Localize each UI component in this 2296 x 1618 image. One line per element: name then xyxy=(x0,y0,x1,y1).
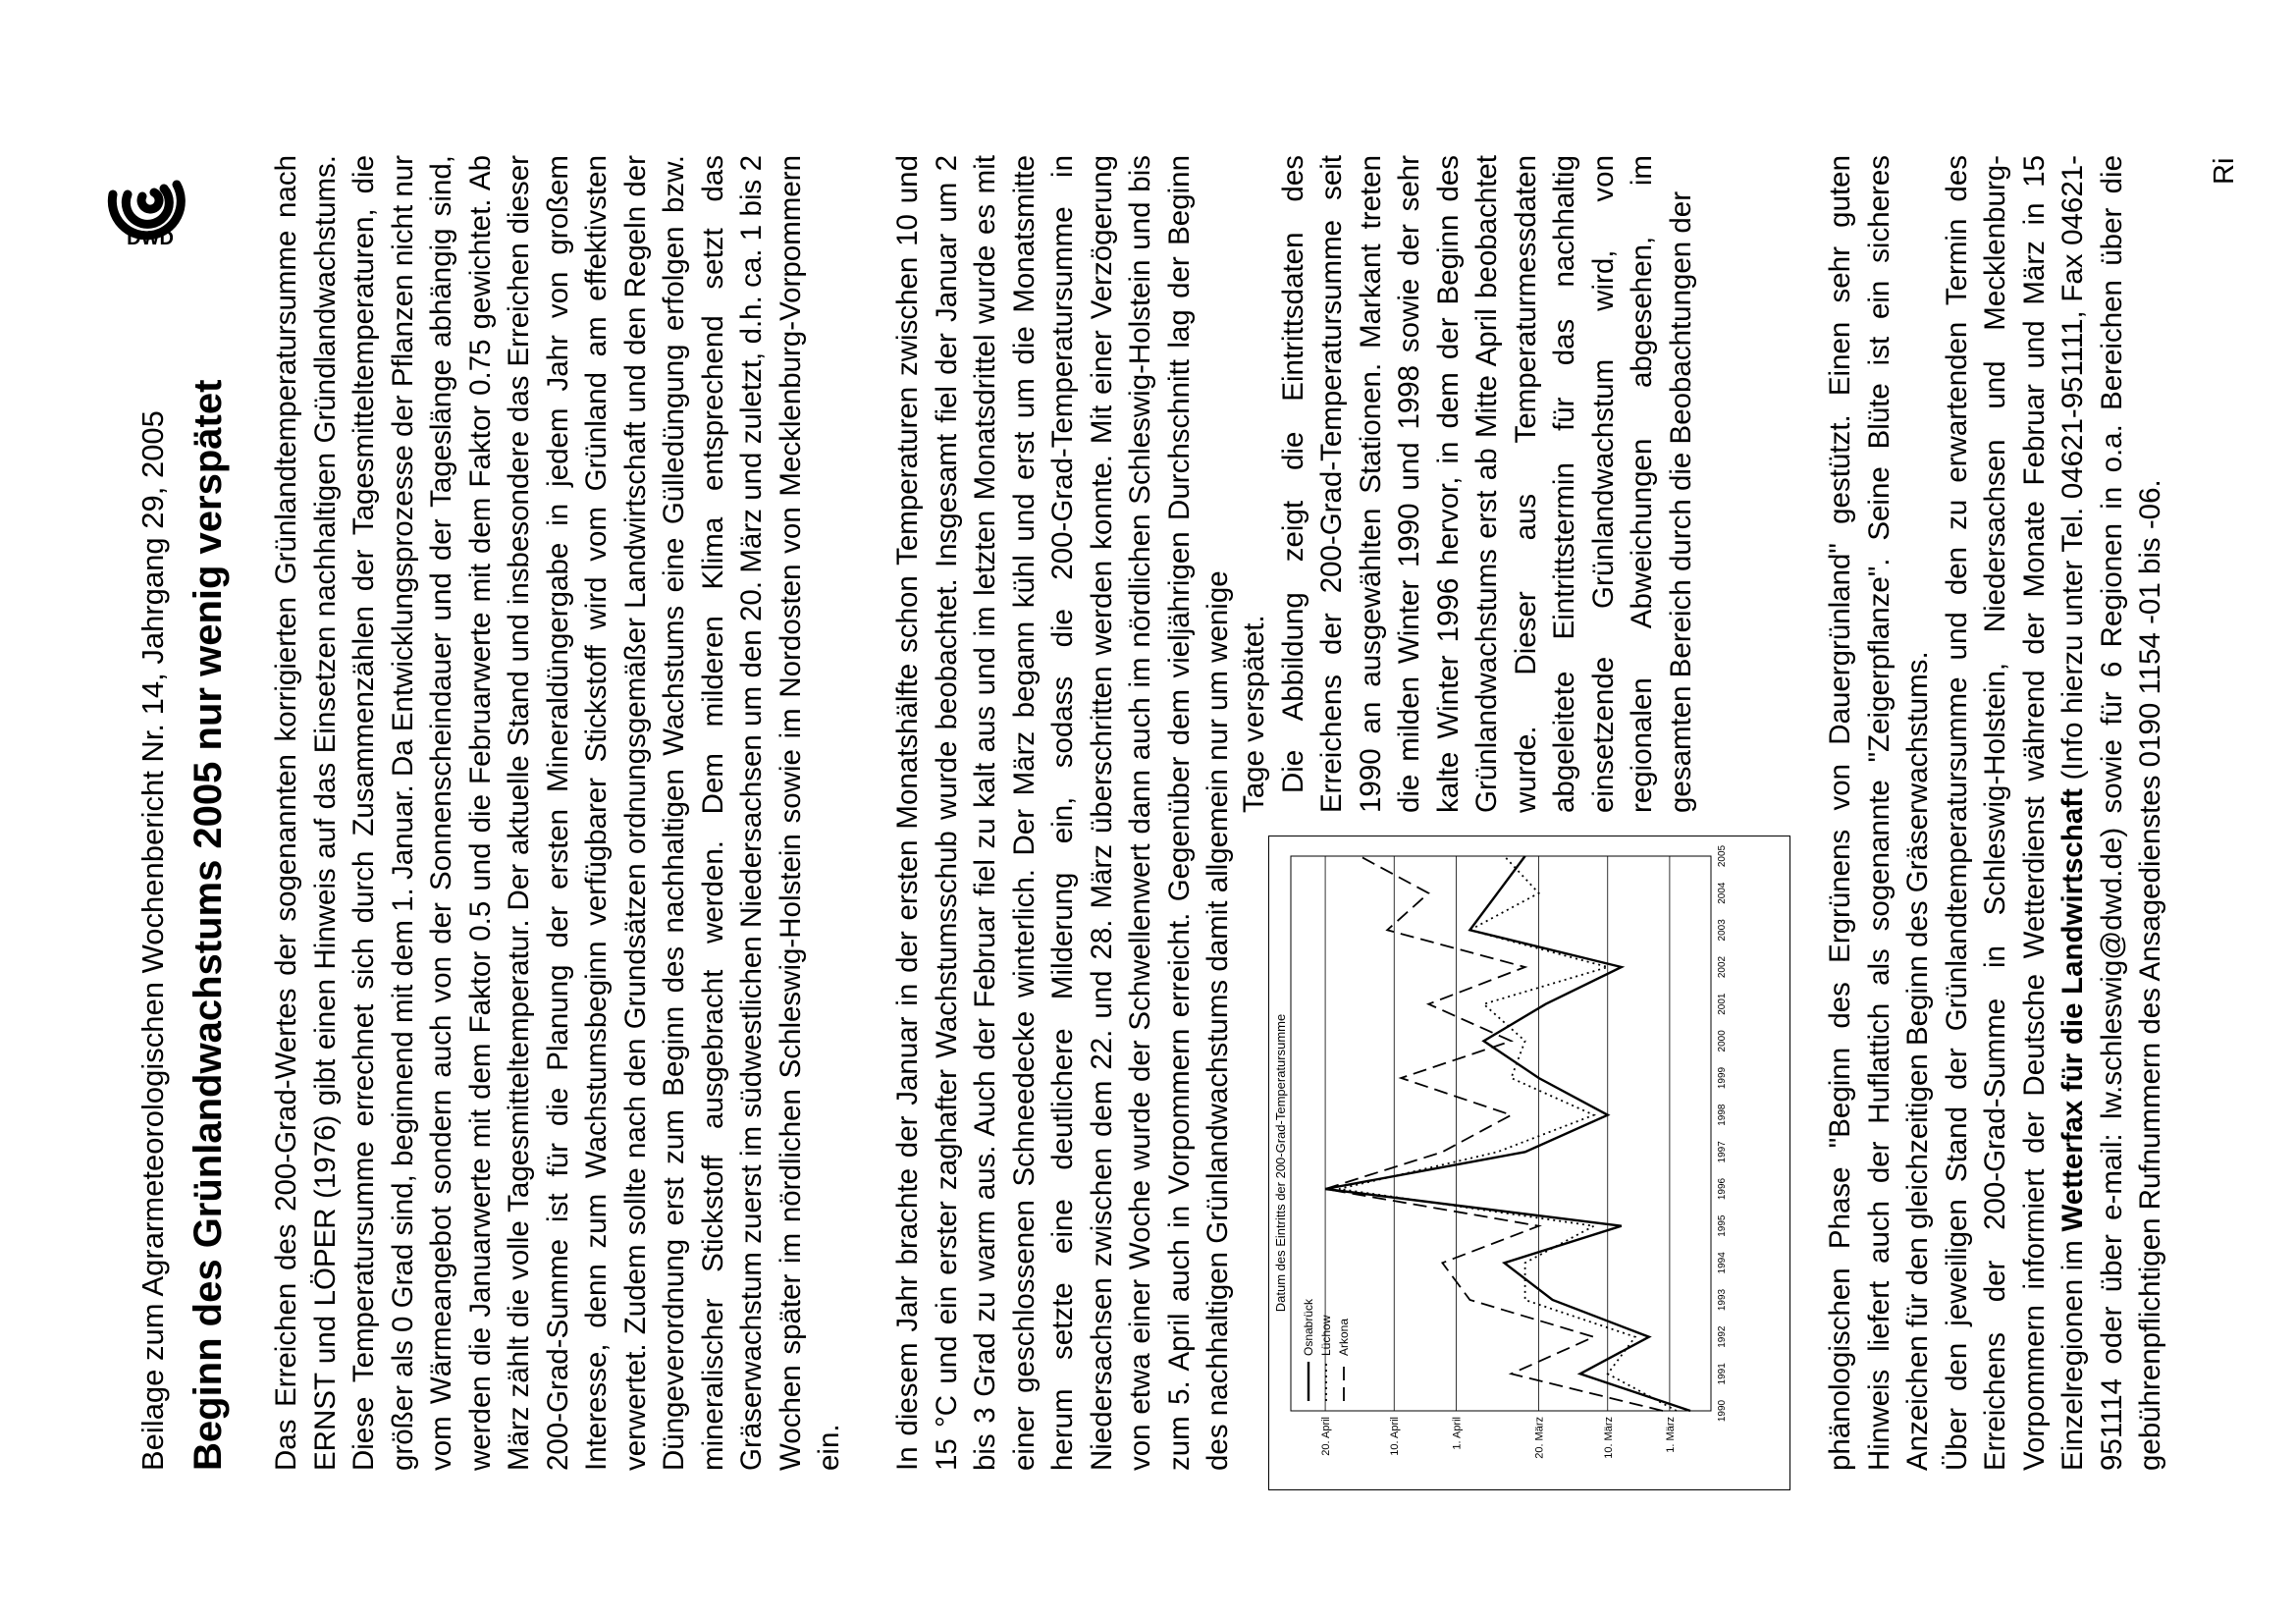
plot-area xyxy=(1291,856,1711,1411)
x-tick-label: 1997 xyxy=(1717,1141,1728,1163)
paragraph-1: Das Erreichen des 200-Grad-Wertes der sogenannten korrigierten Grünlandtemperatursumme nach ERNST und LÖPER (1976) gibt einen Hinweis auf das Einsetzen nachhaltigen Gründlandwachstums. Diese Temperatursumme errechnet sich durch Zusammenzählen der Tagesmitteltemperaturen, die größer als 0 Grad sind, beginnend mit dem 1. Januar. Da Entwicklungsprozesse der Pflanzen nicht nur vom Wärmeangebot sondern auch von der Sonnenscheindauer und der Tageslänge abhängig sind, werden die Januarwerte mit dem Faktor 0.5 und die Februarwerte mit dem Faktor 0.75 gewichtet. Ab März zählt die volle Tagesmitteltemperatur. Der aktuelle Stand und insbesondere das Erreichen dieser 200-Grad-Summe ist für die Planung der ersten Mineraldüngergabe in jedem Jahr von großem Interesse, denn zum Wachstumsbeginn verfügbarer Stickstoff wird vom Grünland am effektivsten verwertet. Zudem sollte nach den Grundsätzen ordnungsgemäßer Landwirtschaft und den Regeln der Düngeverordnung erst zum Beginn des nachhaltigen Wachstums eine Gülledüngung erfolgen bzw. mineralischer Stickstoff ausgebracht werden. Dem milderen Klima entsprechend setzt das Gräserwachstum zuerst im südwestlichen Niedersachsen um den 20. März und zuletzt, d.h. ca. 1 bis 2 Wochen später im nördlichen Schleswig-Holstein sowie im Nordosten von Mecklenburg-Vorpommern ein. xyxy=(270,155,845,1471)
y-tick-label: 20. März xyxy=(1533,1417,1546,1459)
article-title: Beginn des Grünlandwachstums 2005 nur wenig verspätet xyxy=(187,379,230,1471)
y-tick-label: 1. März xyxy=(1664,1417,1677,1453)
x-tick-label: 1992 xyxy=(1717,1325,1728,1348)
x-tick-label: 1999 xyxy=(1717,1066,1728,1090)
header-line: Beilage zum Agrarmeteorologischen Wochenbericht Nr. 14, Jahrgang 29, 2005 xyxy=(135,410,170,1471)
lower-paragraphs xyxy=(1821,155,2170,1471)
x-tick-label: 1998 xyxy=(1717,1104,1728,1126)
wetterfax-bold: Wetterfax für die Landwirtschaft xyxy=(2056,788,2089,1232)
x-tick-label: 1996 xyxy=(1717,1177,1728,1201)
x-tick-label: 2001 xyxy=(1717,993,1728,1015)
paragraph-4 xyxy=(1938,155,2170,1471)
x-tick-label: 1991 xyxy=(1717,1363,1728,1385)
x-tick-label: 2005 xyxy=(1717,844,1728,868)
line-chart xyxy=(1269,836,1789,1489)
x-tick-label: 2002 xyxy=(1717,955,1728,979)
y-tick-label: 10. März xyxy=(1602,1417,1615,1459)
figure-description: Die Abbildung zeigt die Eintrittsdaten des Erreichens der 200-Grad-Temperatursumme seit 1990 an ausgewählten Stationen. Markant treten die milden Winter 1990 und 1998 sowie der sehr kalte Winter 1996 hervor, in dem der Beginn des Grünlandwachstums erst ab Mitte April beobachtet wurde. Dieser aus Temperaturmessdaten abgeleitete Eintrittstermin für das nachhaltig einsetzende Grünlandwachstum wird, von regionalen Abweichungen abgesehen, im gesamten Bereich durch die Beobachtungen der xyxy=(1276,155,1697,813)
author-signature: Ri xyxy=(2209,157,2240,185)
right-column xyxy=(1235,155,1700,813)
dwd-logo xyxy=(103,170,196,253)
legend-label: Lüchow xyxy=(1319,1315,1333,1356)
x-tick-label: 1993 xyxy=(1717,1288,1728,1312)
chart-frame xyxy=(1268,836,1790,1490)
y-tick-label: 20. April xyxy=(1320,1417,1333,1456)
paragraph-2: In diesem Jahr brachte der Januar in der ersten Monatshälfte schon Temperaturen zwischen 10 und 15 °C und ein erster zaghafter Wachstumsschub wurde beobachtet. Insgesamt fiel der Januar um 2 bis 3 Grad zu warm aus. Auch der Februar fiel zu kalt aus und im letzten Monatsdrittel wurde es mit einer geschlossenen Schneedecke winterlich. Der März begann kühl und erst um die Monatsmitte herum setzte eine deutlichere Milderung ein, sodass die 200-Grad-Temperatursumme in Niedersachsen zwischen dem 22. und 28. März überschritten werden konnte. Mit einer Verzögerung von etwa einer Woche wurde der Schwellenwert dann auch im nördlichen Schleswig-Holstein und bis zum 5. April auch in Vorpommern erreicht. Gegenüber dem vieljährigen Durchschnitt lag der Beginn des nachhaltigen Grünlandwachstums damit allgemein nur um wenige xyxy=(891,155,1234,1471)
x-tick-label: 2000 xyxy=(1717,1030,1728,1052)
y-tick-label: 10. April xyxy=(1389,1417,1402,1456)
x-tick-label: 1995 xyxy=(1717,1214,1728,1237)
legend-label: Arkona xyxy=(1337,1318,1351,1356)
x-tick-label: 1994 xyxy=(1717,1252,1728,1274)
legend-label: Osnabrück xyxy=(1302,1298,1315,1356)
chart-title: Datum des Eintritts der 200-Grad-Temperatursumme xyxy=(1273,1013,1288,1313)
x-tick-label: 2004 xyxy=(1717,882,1728,904)
paragraph-4-text-cont: (Info hierzu unter Tel. 04621-951111, Fax 04621-951114 oder über e-mail: lw.schleswig@dwd.de) sowie für 6 Regionen in o.a. Bereichen über die gebührenpflichtigen Rufnummern des Ansagedienstes 0190 1154 -01 bis -06. xyxy=(2056,155,2166,1471)
dwd-logo-text: DWD xyxy=(127,228,174,249)
y-tick-label: 1. April xyxy=(1451,1417,1464,1450)
x-tick-label: 1990 xyxy=(1717,1399,1728,1423)
paragraph-3: phänologischen Phase "Beginn des Ergrünens von Dauergrünland" gestützt. Einen sehr guten Hinweis liefert auch der Huflattich als sogenannte "Zeigerpflanze". Seine Blüte ist ein sicheres Anzeichen für den gleichzeitigen Beginn des Gräserwachstums. xyxy=(1824,155,1934,1471)
paragraph-2-end: Tage verspätet. xyxy=(1238,615,1270,813)
x-tick-label: 2003 xyxy=(1717,919,1728,942)
series-line-arkona xyxy=(1325,856,1663,1411)
paragraph-4-text: Über den jeweiligen Stand der Grünlandtemperatursumme und den zu erwartenden Termin des Erreichens der 200-Grad-Summe in Schleswig-Holstein, Niedersachsen und Mecklenburg-Vorpommern informiert der Deutsche Wetterdienst während der Monate Februar und März in 15 Einzelregionen im xyxy=(1940,155,2089,1471)
